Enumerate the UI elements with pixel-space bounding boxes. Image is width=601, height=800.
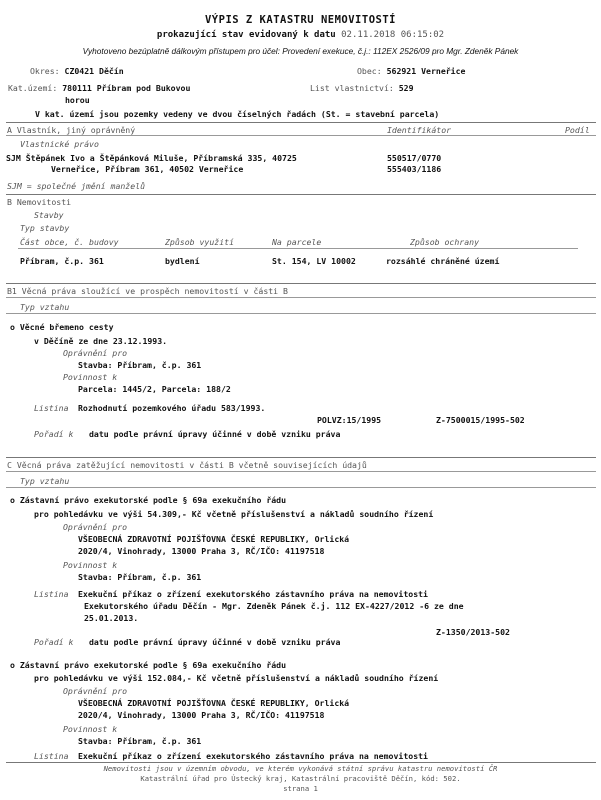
footer-line-2: Katastrální úřad pro Ústecký kraj, Katastrální pracoviště Děčín, kód: 502. [140,774,461,783]
c-item2-opr-line1: VŠEOBECNÁ ZDRAVOTNÍ POJIŠŤOVNA ČESKÉ REPUBLIKY, Orlická [78,698,350,708]
c-item1-title: o Zástavní právo exekutorské podle § 69a exekučního řádu [10,495,287,505]
footer-divider [6,762,596,763]
b1-poradi-label: Pořadí k [34,429,74,439]
b1-opr-label: Oprávnění pro [63,348,128,358]
divider [18,248,578,249]
owner-id-2: 555403/1186 [387,164,442,174]
katuzemi-value: 780111 Příbram pod Bukovou [62,83,191,93]
c-item2-listina-label: Listina [34,751,69,761]
footer-line-1: Nemovitosti jsou v územním obvodu, ve kterém vykonává státní správu katastru nemovitostí ČR [103,764,498,773]
section-a-sub: Vlastnické právo [20,139,99,149]
parcel-series-note: V kat. území jsou pozemky vedeny ve dvou číselných řadách (St. = stavební parcela) [35,109,440,119]
c-item1-pov-label: Povinnost k [63,560,118,570]
b1-zcode: Z-7500015/1995-502 [436,415,525,425]
katuzemi-label: Kat.území: [8,83,58,93]
section-a-title: A Vlastník, jiný oprávněný [7,125,136,135]
subtitle [0,30,601,40]
subtitle-date: 02.11.2018 06:15:02 [341,30,445,40]
b1-pov-value: Parcela: 1445/2, Parcela: 188/2 [78,384,231,394]
c-item2-opr-line2: 2020/4, Vinohrady, 13000 Praha 3, RČ/IČO: 41197518 [78,710,325,720]
b1-item-date: v Děčíně ze dne 23.12.1993. [34,336,168,346]
section-b-title: B Nemovitosti [7,197,72,207]
divider [6,194,596,195]
col-identifikator: Identifikátor [387,125,452,135]
okres-label: Okres: [30,66,60,76]
divider [6,297,596,298]
divider [6,283,596,284]
b1-polvz: POLVZ:15/1995 [317,415,382,425]
c-item1-zcode: Z-1350/2013-502 [436,627,510,637]
b1-item-title: o Věcné břemeno cesty [10,322,114,332]
col-zpusob-vyuziti: Způsob využití [165,237,235,247]
building-cast-obce: Příbram, č.p. 361 [20,256,104,266]
lv-value: 529 [398,83,414,93]
obec-label: Obec: [357,66,382,76]
owner-line-2: Verneřice, Příbram 361, 40502 Verneřice [51,164,244,174]
c-item1-listina-line1: Exekuční příkaz o zřízení exekutorského zástavního práva na nemovitosti [78,589,428,599]
sjm-footnote: SJM = společné jmění manželů [7,181,146,191]
building-ochrana: rozsáhlé chráněné území [386,256,500,266]
page-number: strana 1 [283,784,318,793]
subtitle-prefix: prokazující stav evidovaný k datu [156,30,336,40]
c-item1-listina-line3: 25.01.2013. [84,613,139,623]
katuzemi [8,83,190,93]
obec [357,66,465,76]
c-item1-poradi-label: Pořadí k [34,637,74,647]
b1-typ-vztahu: Typ vztahu [20,302,70,312]
okres [30,66,124,76]
c-item2-pov-label: Povinnost k [63,724,118,734]
c-item1-opr-line1: VŠEOBECNÁ ZDRAVOTNÍ POJIŠŤOVNA ČESKÉ REPUBLIKY, Orlická [78,534,350,544]
purpose-line: Vyhotoveno bezúplatně dálkovým přístupem pro účel: Provedení exekuce, č.j.: 112EX 2526/09 pro Mgr. Zdeněk Pánek [82,46,519,56]
divider [6,471,596,472]
col-cast-obce: Část obce, č. budovy [20,237,119,247]
c-item1-poradi-value: datu podle právní úpravy účinné v době vzniku práva [89,637,341,647]
c-typ-vztahu: Typ vztahu [20,476,70,486]
section-b-sub1: Stavby [34,210,64,220]
building-vyuziti: bydlení [165,256,200,266]
c-item1-listina-line2: Exekutorského úřadu Děčín - Mgr. Zdeněk Pánek č.j. 112 EX-4227/2012 -6 ze dne [84,601,464,611]
document-title: VÝPIS Z KATASTRU NEMOVITOSTÍ [204,14,396,26]
b1-listina-label: Listina [34,403,69,413]
b1-pov-label: Povinnost k [63,372,118,382]
c-item2-title: o Zástavní právo exekutorské podle § 69a exekučního řádu [10,660,287,670]
list-vlastnictvi [310,83,414,93]
building-parcela: St. 154, LV 10002 [272,256,356,266]
col-podil: Podíl [565,125,590,135]
c-item2-listina-line1: Exekuční příkaz o zřízení exekutorského zástavního práva na nemovitosti [78,751,428,761]
c-item1-opr-label: Oprávnění pro [63,522,128,532]
lv-label: List vlastnictví: [310,83,394,93]
section-b1-title: B1 Věcná práva sloužící ve prospěch nemovitostí v části B [7,286,288,296]
c-item2-pov-value: Stavba: Příbram, č.p. 361 [78,736,202,746]
c-item1-opr-line2: 2020/4, Vinohrady, 13000 Praha 3, RČ/IČO: 41197518 [78,546,325,556]
divider [6,457,596,458]
divider [6,487,596,488]
divider [6,122,596,123]
katuzemi-value-cont: horou [65,95,90,105]
owner-line-1: SJM Štěpánek Ivo a Štěpánková Miluše, Příbramská 335, 40725 [6,153,297,163]
divider [6,313,596,314]
b1-listina-value: Rozhodnutí pozemkového úřadu 583/1993. [78,403,266,413]
section-b-sub2: Typ stavby [20,223,70,233]
owner-id-1: 550517/0770 [387,153,442,163]
c-item1-listina-label: Listina [34,589,69,599]
c-item2-amount: pro pohledávku ve výši 152.084,- Kč včetně příslušenství a nákladů soudního řízení [34,673,439,683]
section-c-title: C Věcná práva zatěžující nemovitosti v části B včetně souvisejících údajů [7,460,367,470]
col-na-parcele: Na parcele [272,237,322,247]
divider [6,135,596,136]
obec-value: 562921 Verneřice [386,66,466,76]
c-item2-opr-label: Oprávnění pro [63,686,128,696]
b1-opr-value: Stavba: Příbram, č.p. 361 [78,360,202,370]
c-item1-pov-value: Stavba: Příbram, č.p. 361 [78,572,202,582]
okres-value: CZ0421 Děčín [64,66,124,76]
b1-poradi-value: datu podle právní úpravy účinné v době vzniku práva [89,429,341,439]
c-item1-amount: pro pohledávku ve výši 54.309,- Kč včetně příslušenství a nákladů soudního řízení [34,509,434,519]
col-zpusob-ochrany: Způsob ochrany [410,237,480,247]
